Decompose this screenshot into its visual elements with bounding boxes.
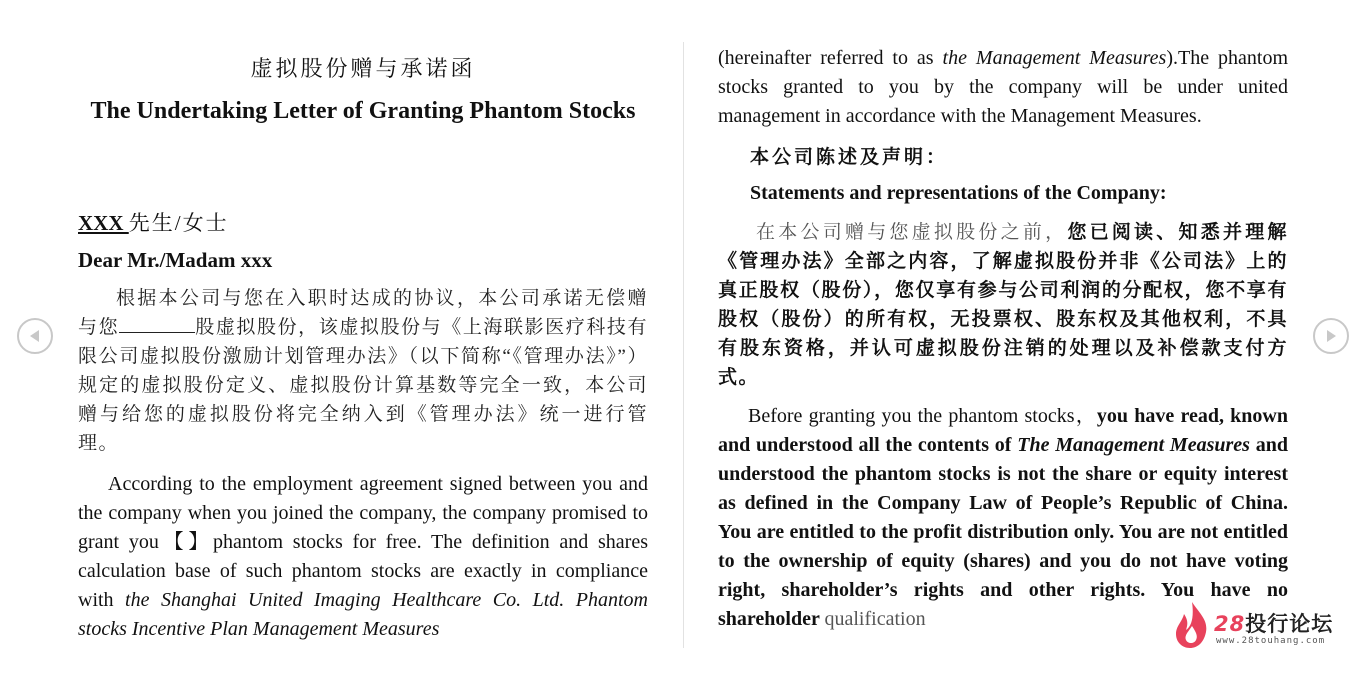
left-page [78, 0, 648, 674]
paragraph-english-grant-text: According to the employment agreement signed between you and the company when you joined the company, the company promised to grant you【】phantom stocks for free. The definition and shares calculation base of such phantom stocks are exactly in compliance with [78, 473, 648, 611]
next-page-button[interactable] [1313, 318, 1349, 354]
paragraph-chinese-grant-part-a: 根据本公司与您在入职时达成的协议，本公司承诺无偿赠与您 [78, 288, 648, 338]
prev-page-button[interactable] [17, 318, 53, 354]
title-chinese: 虚拟股份赠与承诺函 [250, 56, 476, 81]
paragraph-chinese-grant-part-b: 股虚拟股份，该虚拟股份与《上海联影医疗科技有限公司虚拟股份激励计划管理办法》（以下简称“《管理办法》”）规定的虚拟股份定义、虚拟股份计算基数等完全一致，本公司赠与给您的虚拟股份将完全纳入到《管理办法》统一进行管理。 [78, 317, 648, 454]
title-english: The Undertaking Letter of Granting Phantom Stocks [90, 98, 636, 124]
heading-statements-chinese: 本公司陈述及声明： [750, 147, 949, 168]
paragraph-chinese-statements [718, 218, 1288, 392]
statements-english-intro: Before granting you the phantom stocks， [748, 405, 1097, 427]
page-divider [683, 42, 684, 648]
watermark-brand [1214, 608, 1333, 638]
play-right-icon [1315, 320, 1347, 352]
statements-chinese-intro: 在本公司赠与您虚拟股份之前， [756, 222, 1068, 243]
salutation-chinese-title: 先生/女士 [128, 211, 229, 235]
play-left-icon [19, 320, 51, 352]
flame-logo-icon [1172, 600, 1212, 650]
paragraph-english-continued [718, 44, 1288, 131]
salutation-english: Dear Mr./Madam xxx [78, 248, 273, 272]
continued-text-a: (hereinafter referred to as [718, 47, 943, 69]
paragraph-chinese-grant [78, 284, 648, 458]
measures-title-italic: the Shanghai United Imaging Healthcare Co. Ltd. Phantom stocks Incentive Plan Management Measures [78, 589, 648, 640]
watermark [1172, 600, 1342, 652]
share-count-blank [119, 314, 195, 333]
statements-english-tail: qualification [824, 608, 926, 630]
watermark-number: 28 [1214, 612, 1246, 636]
salutation-chinese [78, 207, 229, 237]
watermark-name: 投行论坛 [1245, 612, 1334, 636]
statements-english-bold-italic: The Management Measures [1017, 434, 1250, 456]
recipient-placeholder: XXX [78, 211, 129, 235]
right-page [718, 0, 1288, 674]
paragraph-english-grant [78, 470, 648, 644]
statements-english-bold-a: you have read, known and understood all the contents of [718, 405, 1288, 456]
statements-chinese-bold: 您已阅读、知悉并理解《管理办法》全部之内容，了解虚拟股份并非《公司法》上的真正股权（股份），您仅享有参与公司利润的分配权，您不享有股权（股份）的所有权，无投票权、股东权及其他权利，不具有股东资格，并认可虚拟股份注销的处理以及补偿款支付方式。 [718, 222, 1288, 388]
management-measures-italic: the Management Measures [942, 47, 1167, 69]
watermark-url: www.28touhang.com [1216, 636, 1326, 646]
continued-text-b: ).The phantom stocks granted to you by the company will be under united management in accordance with the Management Measures. [718, 47, 1289, 127]
heading-statements-english: Statements and representations of the Company: [750, 182, 1167, 204]
statements-english-bold-b: and understood the phantom stocks is not the share or equity interest as defined in the Company Law of People’s Republic of China. You are entitled to the profit distribution only. You are not entitled to the ownership of equity (shares) and you do not have voting right, shareholder’s rights and other rights. You have no shareholder [718, 434, 1288, 630]
